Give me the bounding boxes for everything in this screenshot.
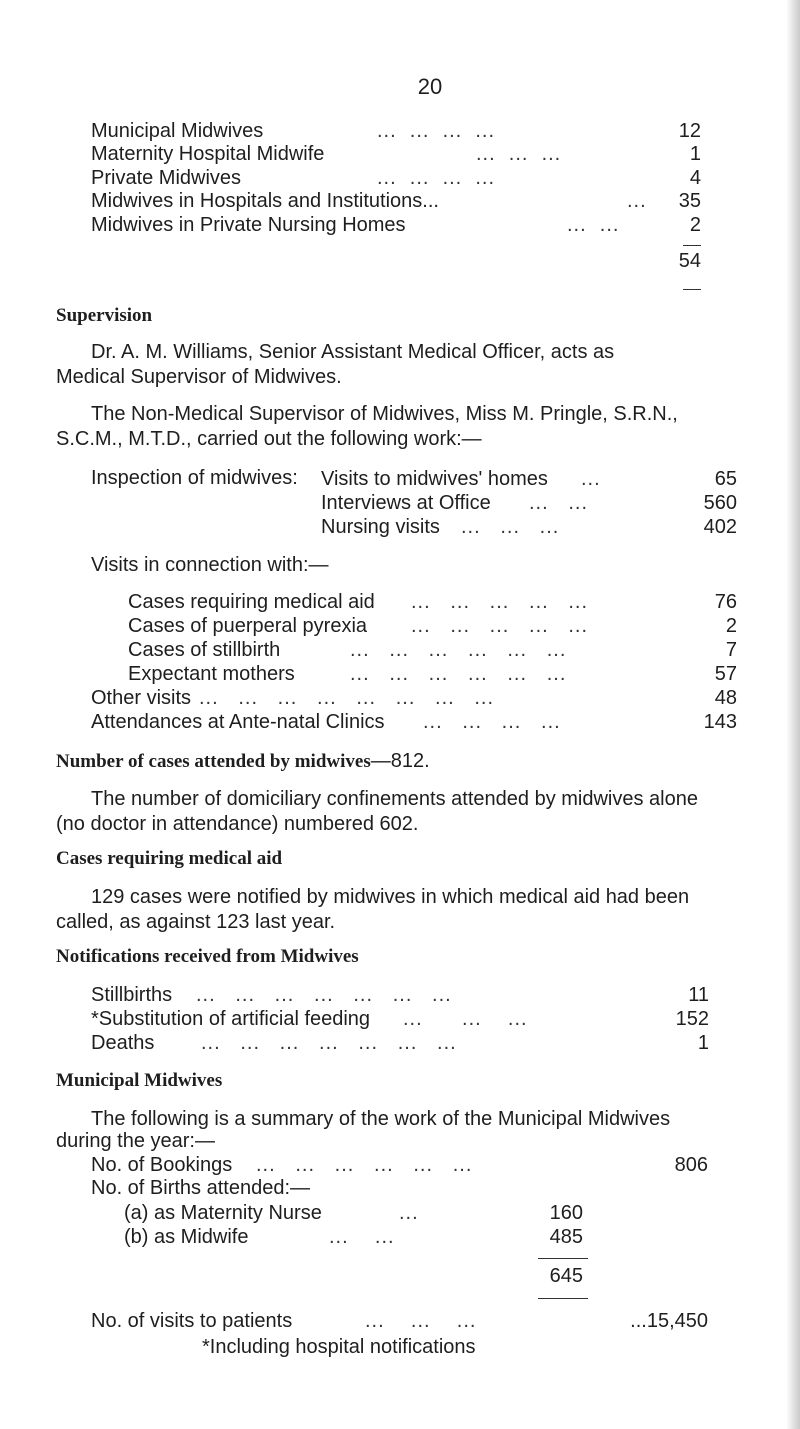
- section-heading: Municipal Midwives: [56, 1070, 223, 1091]
- births-total-row: 645: [549, 1265, 583, 1287]
- section-heading: Number of cases attended by midwives: [56, 751, 371, 772]
- paragraph-line: (no doctor in attendance) numbered 602.: [56, 813, 419, 835]
- paragraph-line: Dr. A. M. Williams, Senior Assistant Medical Officer, acts as: [91, 341, 615, 363]
- list-item: Interviews at Office ... ... 560: [321, 492, 737, 514]
- paragraph-line: Medical Supervisor of Midwives.: [56, 366, 342, 388]
- table-total-row: 54: [678, 250, 701, 272]
- divider: [538, 1258, 588, 1259]
- divider: [683, 289, 701, 290]
- list-item: No. of visits to patients ... ... ... ...15,450: [91, 1310, 708, 1332]
- list-item: (b) as Midwife ... ... 485: [124, 1226, 583, 1248]
- list-item: (a) as Maternity Nurse ... 160: [124, 1202, 583, 1224]
- table-row: Private Midwives ... ... ... ... 4: [91, 167, 701, 189]
- list-item: Attendances at Ante-natal Clinics ... ... ... ... 143: [91, 711, 737, 733]
- section-heading: Notifications received from Midwives: [56, 946, 359, 967]
- list-item: Other visits ... ... ... ... ... ... ... ... 48: [91, 687, 737, 709]
- divider: [538, 1298, 588, 1299]
- table-row: Maternity Hospital Midwife ... ... ... 1: [91, 143, 701, 165]
- list-item: *Substitution of artificial feeding ... ... ... 152: [91, 1008, 709, 1030]
- paragraph-line: S.C.M., M.T.D., carried out the following work:—: [56, 428, 482, 450]
- page-number: 20: [417, 74, 443, 99]
- divider: [683, 245, 701, 246]
- section-heading: Cases requiring medical aid: [56, 848, 283, 869]
- paragraph-line: during the year:—: [56, 1130, 215, 1152]
- list-item: Stillbirths ... ... ... ... ... ... ... 11: [91, 984, 709, 1006]
- paragraph-line: The following is a summary of the work of the Municipal Midwives: [91, 1108, 671, 1130]
- list-item: Nursing visits ... ... ... 402: [321, 516, 737, 538]
- births-label: No. of Births attended:—: [91, 1177, 311, 1199]
- table-row: Municipal Midwives ... ... ... ... 12: [91, 120, 701, 142]
- list-item: Expectant mothers ... ... ... ... ... ... 57: [128, 663, 737, 685]
- section-heading: Supervision: [56, 305, 153, 326]
- footnote: *Including hospital notifications: [202, 1336, 476, 1358]
- list-item: Cases requiring medical aid ... ... ... ... ... 76: [128, 591, 737, 613]
- table-row: Midwives in Hospitals and Institutions... ... 35: [91, 190, 701, 212]
- visits-label: Visits in connection with:—: [91, 554, 329, 576]
- inspection-label: Inspection of midwives:: [91, 467, 298, 489]
- list-item: No. of Bookings ... ... ... ... ... ... 806: [91, 1154, 708, 1176]
- paragraph-line: called, as against 123 last year.: [56, 911, 336, 933]
- list-item: Visits to midwives' homes ... 65: [321, 468, 737, 490]
- paragraph-line: The number of domiciliary confinements attended by midwives alone: [91, 788, 698, 810]
- paragraph-line: 129 cases were notified by midwives in which medical aid had been: [91, 886, 690, 908]
- list-item: Deaths ... ... ... ... ... ... ... 1: [91, 1032, 709, 1054]
- list-item: Cases of stillbirth ... ... ... ... ... ... 7: [128, 639, 737, 661]
- list-item: Cases of puerperal pyrexia ... ... ... ... ... 2: [128, 615, 737, 637]
- cases-attended-value: —812.: [370, 750, 430, 772]
- cases-attended-line: [56, 750, 430, 773]
- table-row: Midwives in Private Nursing Homes ... ... 2: [91, 214, 701, 236]
- paragraph-line: The Non-Medical Supervisor of Midwives, Miss M. Pringle, S.R.N.,: [91, 403, 678, 425]
- page-edge-shadow: [786, 0, 800, 1429]
